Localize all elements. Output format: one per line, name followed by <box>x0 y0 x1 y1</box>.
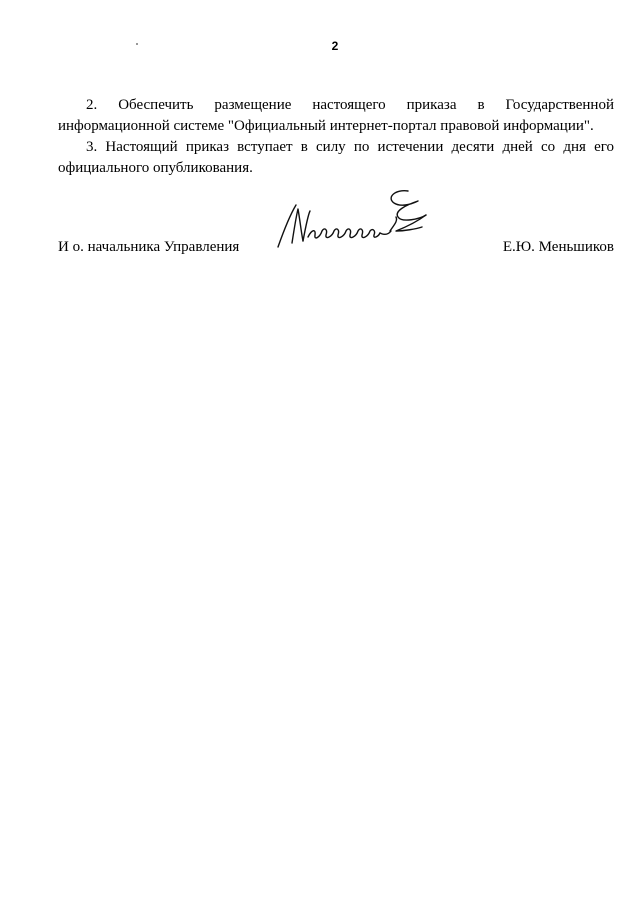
signatory-name: Е.Ю. Меньшиков <box>502 239 614 255</box>
paragraph-item-3: 3. Настоящий приказ вступает в силу по истечении десяти дней со дня его официального опубликования. <box>58 139 614 176</box>
scan-artifact <box>136 43 138 45</box>
page-number: 2 <box>331 39 339 53</box>
signatory-position: И о. начальника Управления <box>58 239 240 255</box>
paragraph-item-2: 2. Обеспечить размещение настоящего приказа в Государственной информационной системе "Официальный интернет-портал правовой информации". <box>58 97 614 134</box>
handwritten-signature-icon <box>270 185 430 255</box>
document-body <box>58 95 614 179</box>
signature-block <box>58 185 614 275</box>
